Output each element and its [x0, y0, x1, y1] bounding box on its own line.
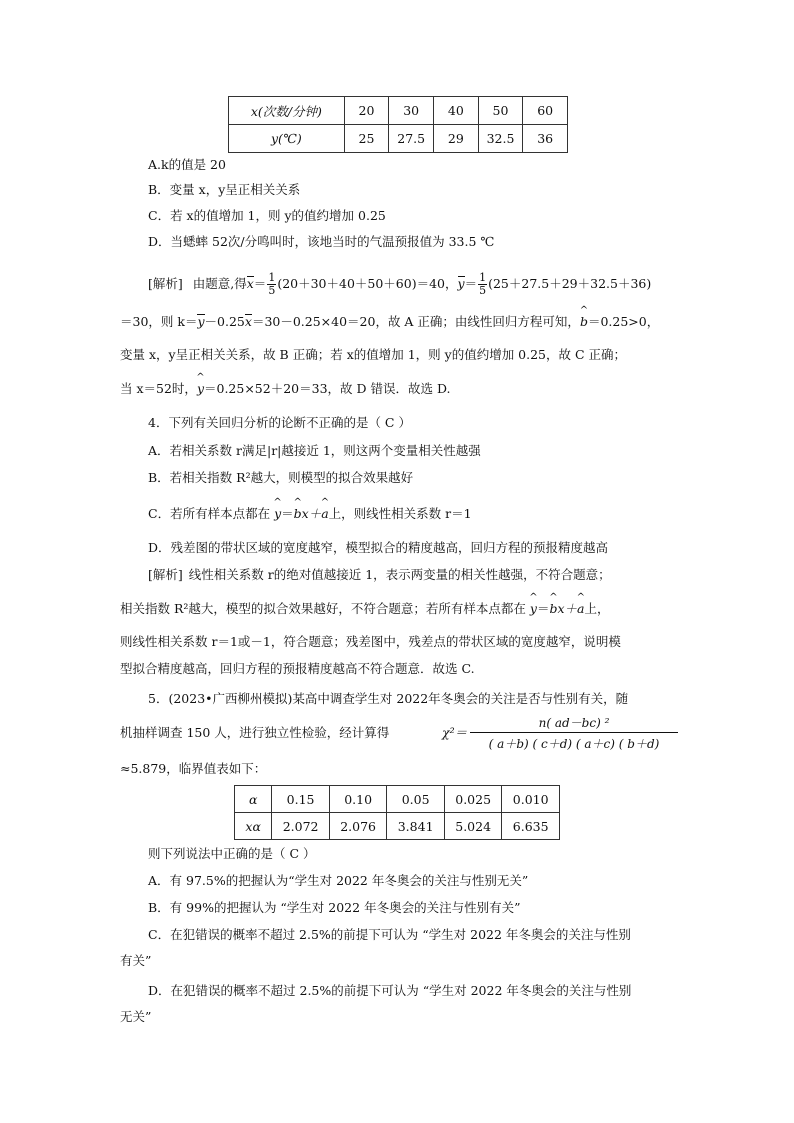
- q4-solution-line4: 型拟合精度越高，回归方程的预报精度越高不符合题意．故选 C.: [120, 661, 475, 676]
- solution-label: [解析]: [148, 276, 183, 291]
- q5-question: 则下列说法中正确的是（ C ）: [148, 846, 316, 861]
- fraction-denominator: 5: [268, 284, 276, 297]
- table-cell: 27.5: [389, 125, 434, 153]
- solution-text: 上，: [584, 601, 610, 616]
- table-cell: 30: [389, 97, 434, 125]
- solution-text: ＝30－0.25×40＝20，故 A 正确；由线性回归方程可知，: [251, 314, 580, 329]
- q4-solution-line1: [148, 566, 611, 584]
- formula-denominator: ( a＋b) ( c＋d) ( a＋c) ( b＋d): [488, 737, 660, 751]
- solution-text: 线性相关系数 r的绝对值越接近 1，表示两变量的相关性越强，不符合题意；: [188, 567, 611, 582]
- q5-option-d-line2: 无关”: [120, 1009, 152, 1024]
- table-cell: 0.010: [502, 786, 560, 813]
- equals: ＝: [536, 601, 550, 616]
- fraction-denominator: 5: [479, 284, 487, 297]
- solution-text: ＝: [464, 276, 478, 291]
- y-hat: ^ y: [530, 600, 537, 618]
- table-cell: 0.15: [272, 786, 330, 813]
- table-cell: 50: [478, 97, 523, 125]
- q3-option-c: C．若 x的值增加 1，则 y的值约增加 0.25: [148, 208, 386, 223]
- solution-text: ＝0.25×52＋20＝33，故 D 错误．故选 D.: [204, 381, 451, 396]
- q5-stem-line1: 5．(2023•广西柳州模拟)某高中调查学生对 2022年冬奥会的关注是否与性别有关，随: [148, 691, 629, 706]
- solution-text: ＝30，则 k＝: [120, 314, 198, 329]
- solution-text: 相关指数 R²越大，模型的拟合效果越好，不符合题意；若所有样本点都在: [120, 601, 526, 616]
- q5-stem-line2: 机抽样调查 150 人，进行独立性检验，经计算得: [120, 725, 390, 740]
- q5-option-b: B．有 99%的把握认为 “学生对 2022 年冬奥会的关注与性别有关”: [148, 900, 521, 915]
- formula-numerator: n( ad－bc) ²: [470, 714, 678, 733]
- equals: ＝: [281, 506, 294, 521]
- table-cell: 40: [434, 97, 479, 125]
- option-text: 上，则线性相关系数 r＝1: [328, 506, 472, 521]
- table-cell: 3.841: [387, 813, 445, 840]
- table-cell: 32.5: [478, 125, 523, 153]
- table-row: [229, 97, 568, 125]
- q3-solution-line2: [120, 313, 659, 331]
- y-hat: ^ y: [197, 380, 204, 398]
- table-cell: xα: [235, 813, 272, 840]
- table-cell: 25: [344, 125, 389, 153]
- solution-label: [解析]: [148, 567, 183, 582]
- chi-square-formula: [470, 714, 678, 752]
- table-cell: y(℃): [229, 125, 345, 153]
- solution-text: 由题意,得: [192, 276, 247, 291]
- table-cell: 29: [434, 125, 479, 153]
- q5-option-d-line1: D．在犯错误的概率不超过 2.5%的前提下可认为 “学生对 2022 年冬奥会的关注与性别: [148, 983, 632, 998]
- y-bar: y: [197, 314, 205, 329]
- q5-option-a: A．有 97.5%的把握认为“学生对 2022 年冬奥会的关注与性别无关”: [148, 873, 529, 888]
- q3-solution-line4: [120, 380, 451, 398]
- table-cell: 36: [523, 125, 568, 153]
- fraction: [267, 272, 276, 297]
- table-cell: 0.05: [387, 786, 445, 813]
- q4-option-d: D．残差图的带状区域的宽度越窄，模型拟合的精度越高，回归方程的预报精度越高: [148, 540, 609, 555]
- solution-text: (25＋27.5＋29＋32.5＋36): [488, 276, 652, 291]
- solution-text: －0.25: [204, 314, 245, 329]
- critical-value-table: [234, 785, 560, 840]
- table-cell: 6.635: [502, 813, 560, 840]
- table-cell: 2.072: [272, 813, 330, 840]
- q4-solution-line3: 则线性相关系数 r＝1或－1，符合题意；残差图中，残差点的带状区域的宽度越窄，说明模: [120, 634, 621, 649]
- q4-option-c: [148, 505, 472, 523]
- solution-text: ＝: [253, 276, 267, 291]
- solution-text: 当 x＝52时，: [120, 381, 197, 396]
- table-row: [229, 125, 568, 153]
- q4-option-b: B．若相关指数 R²越大，则模型的拟合效果越好: [148, 470, 414, 485]
- q3-solution-line1: [148, 272, 651, 297]
- q3-solution-line3: 变量 x，y呈正相关关系，故 B 正确；若 x的值增加 1，则 y的值约增加 0.25，故 C 正确；: [120, 347, 627, 362]
- table-cell: 20: [344, 97, 389, 125]
- b-hat: ^ b: [549, 600, 557, 618]
- table-cell: x(次数/分钟): [229, 97, 345, 125]
- q4-solution-line2: [120, 600, 610, 618]
- table-cell: 2.076: [329, 813, 387, 840]
- solution-text: x＋: [557, 601, 578, 616]
- table-cell: 60: [523, 97, 568, 125]
- q4-option-a: A．若相关系数 r满足|r|越接近 1，则这两个变量相关性越强: [148, 443, 481, 458]
- q5-option-c-line1: C．在犯错误的概率不超过 2.5%的前提下可认为 “学生对 2022 年冬奥会的关注与性别: [148, 927, 631, 942]
- data-table-xy: [228, 96, 568, 153]
- a-hat: ^ a: [321, 505, 328, 523]
- q5-stem-line3: ≈5.879，临界值表如下：: [120, 761, 267, 776]
- q3-option-b: B．变量 x，y呈正相关关系: [148, 182, 301, 197]
- fraction-numerator: 1: [479, 271, 487, 284]
- solution-text: ＝0.25>0，: [587, 314, 660, 329]
- table-cell: 5.024: [444, 813, 502, 840]
- b-hat: ^ b: [294, 505, 302, 523]
- x-bar: x: [246, 276, 254, 291]
- q4-stem: 4．下列有关回归分析的论断不正确的是（ C ）: [148, 415, 411, 430]
- table-cell: 0.025: [444, 786, 502, 813]
- table-row: [235, 813, 560, 840]
- table-row: [235, 786, 560, 813]
- y-bar: y: [457, 276, 465, 291]
- q3-option-d: D．当蟋蟀 52次/分鸣叫时，该地当时的气温预报值为 33.5 ℃: [148, 234, 495, 249]
- q5-option-c-line2: 有关”: [120, 953, 152, 968]
- option-text: C．若所有样本点都在: [148, 506, 271, 521]
- option-text: x＋: [301, 506, 322, 521]
- table-cell: 0.10: [329, 786, 387, 813]
- chi-square-symbol: χ²＝: [442, 725, 468, 740]
- x-bar: x: [244, 314, 252, 329]
- q3-option-a: A.k的值是 20: [148, 157, 226, 172]
- solution-text: (20＋30＋40＋50＋60)＝40，: [277, 276, 458, 291]
- b-hat: ^ b: [580, 313, 588, 331]
- fraction-numerator: 1: [268, 271, 276, 284]
- a-hat: ^ a: [577, 600, 584, 618]
- table-cell: α: [235, 786, 272, 813]
- y-hat: ^ y: [274, 505, 281, 523]
- fraction: [478, 272, 487, 297]
